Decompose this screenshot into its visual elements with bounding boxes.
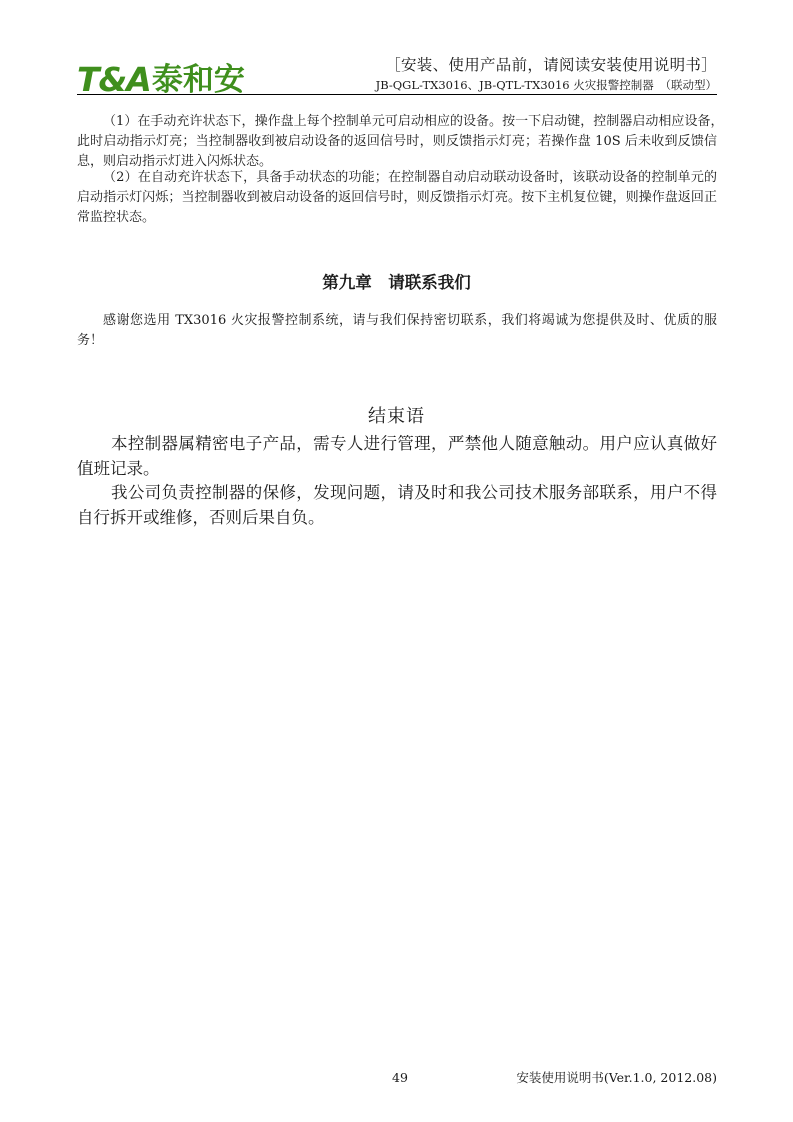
header-product-model: JB-QGL-TX3016、JB-QTL-TX3016 火灾报警控制器 （联动型） (375, 78, 717, 92)
company-logo (77, 56, 245, 99)
conclusion-paragraph-2: 我公司负责控制器的保修，发现问题，请及时和我公司技术服务部联系，用户不得自行拆开或维修，否则后果自负。 (77, 483, 717, 527)
chapter-title: 第九章 请联系我们 (322, 273, 471, 292)
logo-latin-text: T&A (77, 60, 151, 99)
header-divider (77, 94, 717, 95)
page-header (376, 55, 717, 93)
header-notice: ［安装、使用产品前，请阅读安装使用说明书］ (385, 56, 717, 74)
conclusion-paragraph-1: 本控制器属精密电子产品，需专人进行管理，严禁他人随意触动。用户应认真做好值班记录。 (77, 434, 717, 478)
page-number: 49 (392, 1070, 408, 1085)
manual-mode-paragraph: （1）在手动充许状态下，操作盘上每个控制单元可启动相应的设备。按一下启动键，控制器启动相应设备， 此时启动指示灯亮；当控制器收到被启动设备的返回信号时，则反馈指示灯亮；若操作盘 10S 后未收到反馈信息，则启动指示灯进入闪烁状态。 (77, 114, 731, 169)
footer-manual-version: 安装使用说明书(Ver.1.0, 2012.08) (516, 1070, 717, 1085)
logo-chinese-text: 泰和安 (151, 62, 245, 98)
conclusion-title: 结束语 (368, 406, 425, 427)
auto-mode-paragraph: （2）在自动充许状态下，具备手动状态的功能；在控制器自动启动联动设备时，该联动设备的控制单元的启动指示灯闪烁；当控制器收到被启动设备的返回信号时，则反馈指示灯亮。按下主机复位键，则操作盘返回正常监控状态。 (77, 170, 717, 225)
contact-paragraph: 感谢您选用 TX3016 火灾报警控制系统，请与我们保持密切联系，我们将竭诚为您提供及时、优质的服务！ (77, 313, 717, 348)
